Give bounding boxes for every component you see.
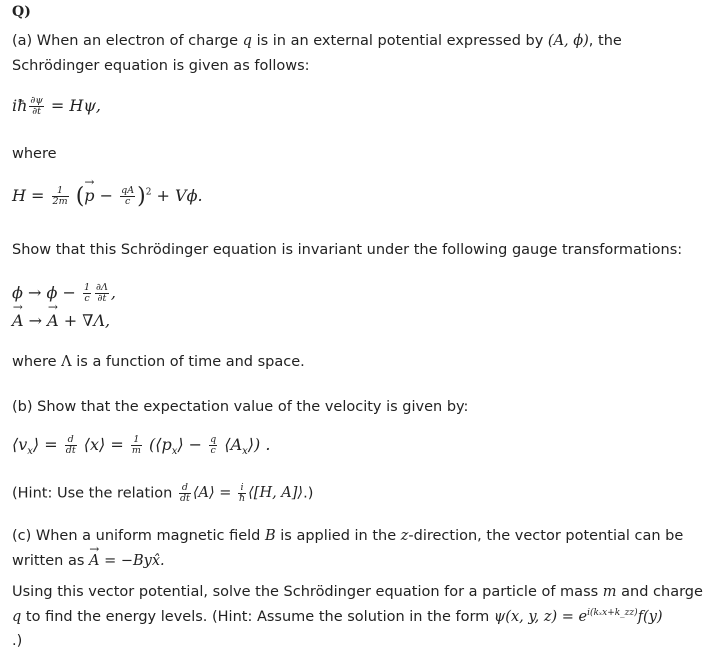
schrodinger-equation: iħ $\frac{\partial\psi}{\partial t}$ = Hψ, — [12, 95, 101, 117]
part-a-intro-line2: Schrödinger equation is given as follows: — [12, 58, 310, 74]
part-c-line3: Using this vector potential, solve the Schrödinger equation for a particle of mass m and charge — [12, 584, 703, 600]
show-invariance-line: Show that this Schrödinger equation is invariant under the following gauge transformations: — [12, 242, 683, 258]
potential-pair: (A, ϕ) — [547, 33, 589, 49]
question-label: Q) — [12, 4, 31, 20]
part-c-line5: .) — [12, 633, 23, 649]
part-c-line2: written as → A = −Byx̂. — [12, 553, 165, 569]
where-lambda-line: where Λ is a function of time and space. — [12, 354, 305, 370]
velocity-expectation-equation: $⟨v_x⟩$ = $\frac{d}{dt}$ ⟨x⟩ = $\frac{1}{m}$ ($⟨p_x⟩$ − $\frac{q}{c}$ $⟨A_x⟩$) . — [12, 434, 271, 458]
gauge-transform-a: → A → → A + ∇Λ, — [12, 311, 110, 330]
part-c-line4: q to find the energy levels. (Hint: Assume the solution in the form ψ(x, y, $z) = e^{i(k_xx+k\_zz)}f(y)$ — [12, 608, 663, 625]
part-b-hint: (Hint: Use the relation $\frac{d}{dt}$ ⟨A⟩ = $\frac{i}{ħ}$ ⟨[H, A]⟩.) — [12, 482, 314, 504]
part-a-intro-line1: (a) When an electron of charge q is in an external potential expressed by (A, ϕ), the — [12, 33, 622, 49]
hamiltonian-equation: H = $\frac{1}{2m}$ (→ p − $\frac{qA}{c}$ )$^2$ + Vϕ. — [12, 184, 203, 209]
where-label: where — [12, 146, 57, 162]
part-b-intro: (b) Show that the expectation value of the velocity is given by: — [12, 399, 469, 415]
gauge-transform-phi: ϕ → ϕ − $\frac{1}{c}$ $\frac{\partial\Lambda}{\partial t}$ , — [12, 282, 116, 304]
part-c-line1: (c) When a uniform magnetic field B is applied in the z-direction, the vector potential can be — [12, 528, 684, 544]
